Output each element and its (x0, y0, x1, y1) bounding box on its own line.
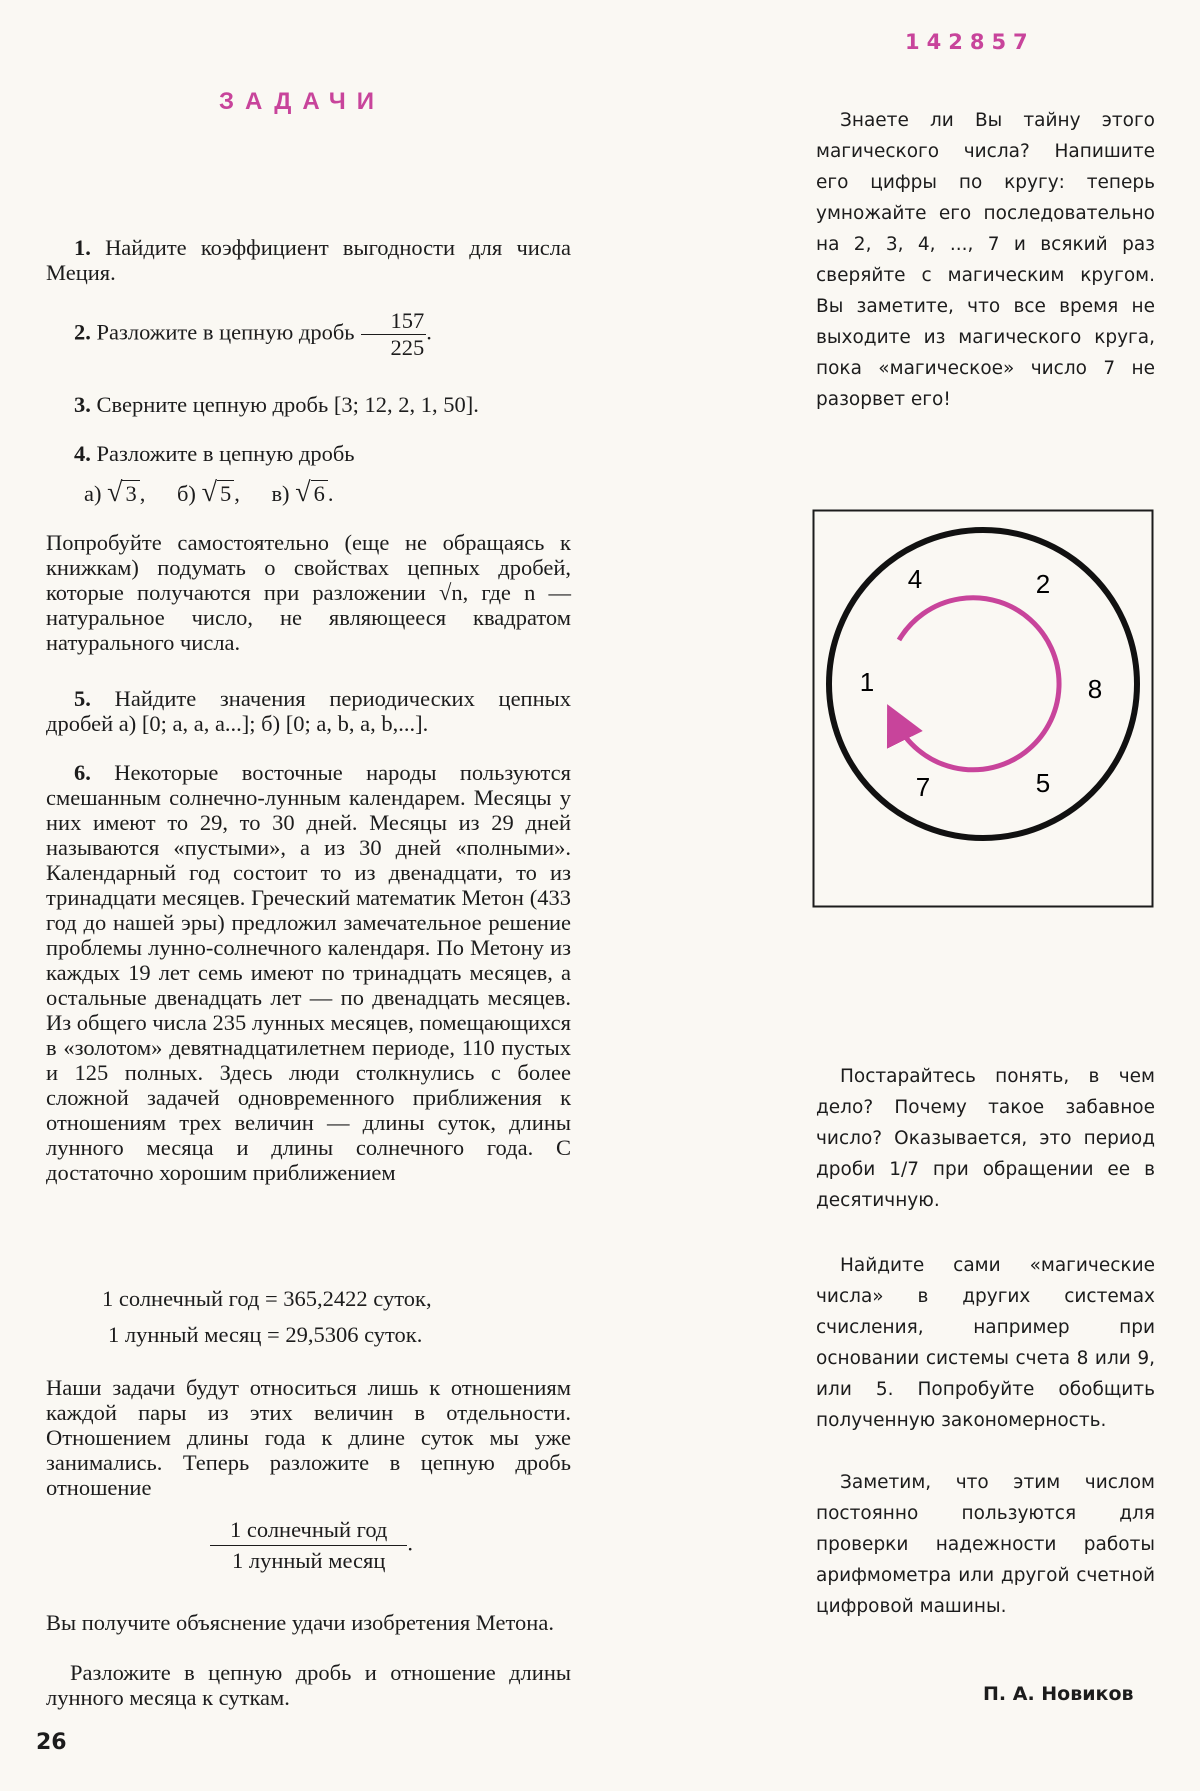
paragraph-lunar: Разложите в цепную дробь и отношение длины лунного месяца к суткам. (46, 1660, 571, 1710)
fraction-numerator: 157 (361, 308, 427, 335)
radical-c (271, 477, 334, 508)
problem-5-text: Найдите значения периодических цепных дробей а) [0; a, a, a...]; б) [0; a, b, a, b,...]. (46, 686, 572, 736)
problem-3-text: Сверните цепную дробь [3; 12, 2, 1, 50]. (96, 392, 479, 417)
radical-c-value: 6 (311, 480, 328, 506)
page-title: ЗАДАЧИ (219, 88, 385, 115)
radical-b-label: б) (176, 481, 196, 506)
sqrt-icon: √ (201, 477, 217, 508)
problem-6-text: Некоторые восточные народы пользуются смешанным солнечно-лунным календарем. Месяцы у них имеют то 29, то 30 дней. Месяцы из 29 дней называются «пустыми», а из 30 дней «полными». Календарный год состоит то из двенадцати, то из тринадцати месяцев. Греческий математик Метон (433 год до нашей эры) предложил замечательное решение проблемы лунно-солнечного календаря. По Метону из каждых 19 лет семь имеют по тринадцать месяцев, а остальные двенадцать лет — по двенадцать месяцев. Из общего числа 235 лунных месяцев, помещающихся в «золотом» девятнадцатилетнем периоде, 110 пустых и 125 полных. Здесь люди столкнулись с более сложной задачей одновременного приближения к отношениям трех величин — длины суток, длины лунного месяца и длины солнечного года. С достаточно хорошим приближением (46, 760, 572, 1185)
problem-3 (46, 392, 571, 417)
problem-2-number: 2. (74, 319, 91, 345)
problem-4 (46, 441, 571, 466)
author-name: П. А. Новиков (983, 1683, 1134, 1705)
problem-1-text: Найдите коэффициент выгодности для числа Меция. (46, 235, 571, 285)
sqrt-icon: √ (295, 477, 311, 508)
fraction-157-225 (361, 308, 427, 361)
problem-1 (46, 235, 571, 285)
problem-4-number: 4. (74, 441, 91, 466)
radical-a-label: а) (84, 481, 102, 506)
problem-2-end: . (426, 319, 432, 345)
digit-2: 2 (1035, 569, 1051, 599)
digit-5: 5 (1035, 768, 1051, 798)
paragraph-ratios: Наши задачи будут относиться лишь к отношениям каждой пары из этих величин в отдельности. Отношением длины года к длине суток мы уже занимались. Теперь разложите в цепную дробь отношение (46, 1375, 571, 1500)
problem-6 (46, 760, 571, 1185)
problem-2 (46, 308, 571, 361)
fraction-year-month (46, 1515, 571, 1576)
fraction-year-month-end: . (407, 1530, 413, 1556)
problem-3-number: 3. (74, 392, 91, 417)
problem-2-text: Разложите в цепную дробь (96, 319, 355, 345)
magic-number-header: 142857 (905, 30, 1035, 54)
radical-b-value: 5 (217, 480, 234, 506)
page-number: 26 (36, 1730, 67, 1755)
digit-7: 7 (915, 772, 931, 802)
digit-1: 1 (859, 667, 875, 697)
magic-explanation: Постарайтесь понять, в чем дело? Почему такое забавное число? Оказывается, это период дроби 1/7 при обращении ее в десятичную. (816, 1066, 1155, 1211)
fraction-denominator: 225 (390, 335, 425, 360)
radical-a: а) √ 3 , (84, 477, 146, 508)
multiplication-arrow-icon (896, 598, 1059, 770)
problem-4-radicals (84, 477, 359, 508)
magic-usage: Заметим, что этим числом постоянно пользуются для проверки надежности работы арифмометра или другой счетной цифровой машины. (816, 1472, 1155, 1617)
digit-8: 8 (1087, 674, 1103, 704)
radical-b: б) √ 5 , (176, 477, 240, 508)
problem-6-number: 6. (74, 760, 91, 785)
paragraph-meton: Вы получите объяснение удачи изобретения Метона. (46, 1610, 554, 1635)
magic-task: Найдите сами «магические числа» в других системах счисления, например при основании системы счета 8 или 9, или 5. Попробуйте обобщить полученную закономерность. (816, 1255, 1155, 1431)
sqrt-icon: √ (107, 477, 123, 508)
diagram-frame (814, 511, 1153, 907)
equation-lunar-month: 1 лунный месяц = 29,5306 суток. (108, 1322, 423, 1347)
fraction-year-month-denominator: 1 лунный месяц (231, 1548, 386, 1573)
magic-intro: Знаете ли Вы тайну этого магического числа? Напишите его цифры по кругу: теперь умножайте его последовательно на 2, 3, 4, ..., 7 и всякий раз сверяйте с магическим кругом. Вы заметите, что все время не выходите из магического круга, пока «магическое» число 7 не разорвет его! (816, 110, 1155, 410)
problem-1-number: 1. (74, 235, 91, 260)
equation-solar-year: 1 солнечный год = 365,2422 суток, (102, 1286, 432, 1311)
magic-circle-diagram (812, 509, 1154, 908)
fraction-year-month-inner (210, 1515, 407, 1576)
problem-5 (46, 686, 571, 736)
radical-a-value: 3 (122, 480, 139, 506)
problem-5-number: 5. (74, 686, 91, 711)
fraction-year-month-numerator: 1 солнечный год (210, 1515, 407, 1546)
problem-4-text: Разложите в цепную дробь (96, 441, 355, 466)
radical-c-end: . (327, 481, 334, 506)
problem-4-note: Попробуйте самостоятельно (еще не обращаясь к книжкам) подумать о свойствах цепных дробей, которые получаются при разложении √n, где n — натуральное число, не являющееся квадратом натурального числа. (46, 530, 571, 655)
digit-4: 4 (907, 564, 923, 594)
radical-c-label: в) (271, 481, 290, 506)
